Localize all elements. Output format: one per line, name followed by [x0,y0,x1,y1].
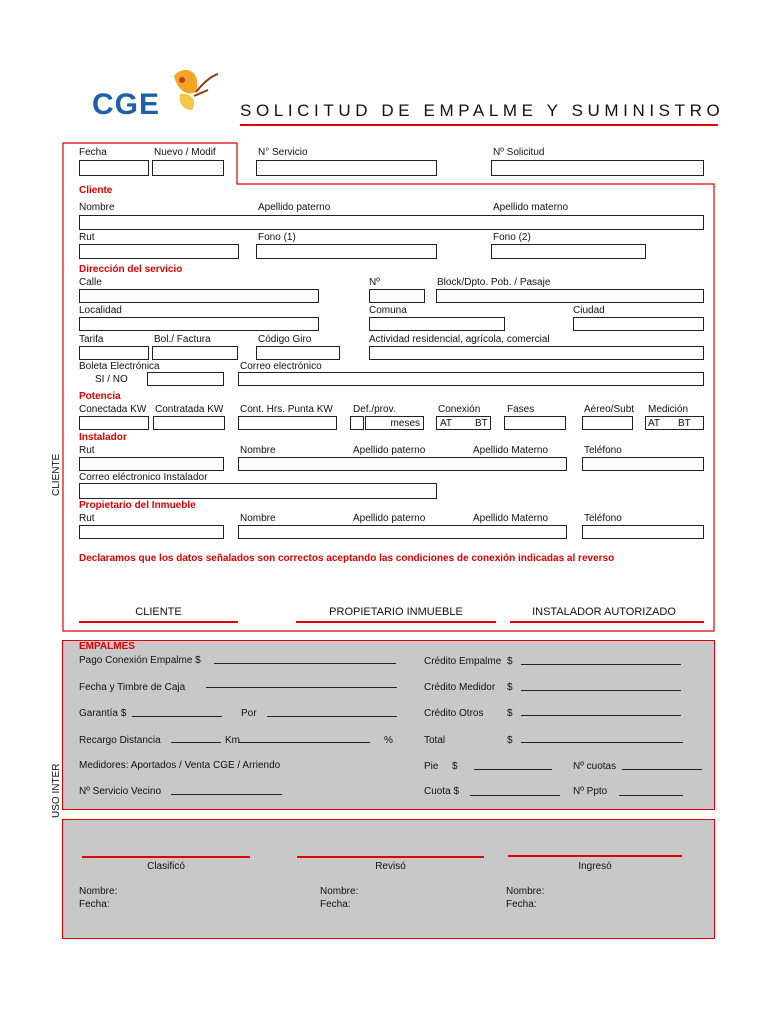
ingreso-nombre: Nombre: [506,886,545,897]
potencia-section: Potencia [79,391,121,402]
inst-rut-field[interactable] [79,457,224,471]
fono2-field[interactable] [491,244,646,259]
vecino-label: Nº Servicio Vecino [79,786,162,797]
tarifa-label: Tarifa [79,334,104,345]
direccion-section: Dirección del servicio [79,264,183,275]
logo [92,66,222,126]
prop-ap-paterno-label: Apellido paterno [353,513,426,524]
fono2-label: Fono (2) [493,232,531,243]
medidores-label: Medidores: Aportados / Venta CGE / Arriendo [79,760,281,771]
reviso-fecha: Fecha: [320,899,351,910]
fecha-label: Fecha [79,147,107,158]
credito-otros-line[interactable] [521,715,681,716]
nombre-label: Nombre [79,202,115,213]
inst-nombre-field[interactable] [238,457,567,471]
ap-paterno-label: Apellido paterno [258,202,331,213]
credito-empalme-dollar: $ [507,656,513,667]
reviso-nombre: Nombre: [320,886,359,897]
actividad-label: Actividad residencial, agrícola, comercial [369,334,550,345]
ciudad-field[interactable] [573,317,704,331]
cliente-section: Cliente [79,185,113,196]
giro-label: Código Giro [258,334,312,345]
fases-label: Fases [507,404,535,415]
conexion-label: Conexión [438,404,481,415]
prop-nombre-label: Nombre [240,513,276,524]
aereo-label: Aéreo/Subt [584,404,635,415]
def-prov-label: Def./prov. [353,404,396,415]
solicitud-label: Nº Solicitud [493,147,545,158]
inst-correo-field[interactable] [79,483,437,499]
correo-label: Correo electrónico [240,361,322,372]
contratada-field[interactable] [153,416,225,430]
conexion-field[interactable] [436,416,491,430]
cont-hrs-field[interactable] [238,416,337,430]
bol-field[interactable] [152,346,238,360]
inst-rut-label: Rut [79,445,95,456]
fecha-field[interactable] [79,160,149,176]
giro-field[interactable] [256,346,340,360]
sino-label: SI / NO [95,374,128,385]
cuotas-label: Nº cuotas [573,761,617,772]
inst-correo-label: Correo eléctronico Instalador [79,472,208,483]
logo-text: CGE [92,88,161,121]
garantia-label: Garantía $ [79,708,127,719]
pie-line[interactable] [474,769,552,770]
prop-telefono-field[interactable] [582,525,704,539]
ingreso-label: Ingresó [578,861,612,872]
conexion-bt-label: BT [475,418,488,429]
nuevo-field[interactable] [152,160,224,176]
def-prov-field[interactable] [350,416,364,430]
por-line[interactable] [267,716,397,717]
servicio-label: N° Servicio [258,147,308,158]
por-label: Por [241,708,257,719]
correo-field[interactable] [238,372,704,386]
ppto-line[interactable] [619,795,683,796]
boleta-label: Boleta Electrónica [79,361,160,372]
actividad-field[interactable] [369,346,704,360]
clasifico-nombre: Nombre: [79,886,118,897]
inst-ap-materno-label: Apellido Materno [473,445,549,456]
clasifico-line [82,856,250,858]
cliente-nombre-field[interactable] [79,215,704,230]
bol-label: Bol./ Factura [154,334,211,345]
tarifa-field[interactable] [79,346,149,360]
inst-ap-paterno-label: Apellido paterno [353,445,426,456]
credito-medidor-dollar: $ [507,682,513,693]
conectada-label: Conectada KW [79,404,147,415]
credito-medidor-line[interactable] [521,690,681,691]
meses-label: meses [390,418,420,429]
numero-label: Nº [369,277,380,288]
solicitud-field[interactable] [491,160,704,176]
calle-field[interactable] [79,289,319,303]
calle-label: Calle [79,277,102,288]
recargo-line[interactable] [171,742,221,743]
comuna-label: Comuna [369,305,407,316]
credito-otros-label: Crédito Otros [424,708,484,719]
clasifico-label: Clasificó [147,861,185,872]
ap-materno-label: Apellido materno [493,202,569,213]
comuna-field[interactable] [369,317,505,331]
prop-rut-field[interactable] [79,525,224,539]
ciudad-label: Ciudad [573,305,605,316]
firma-propietario-label: PROPIETARIO INMUEBLE [329,606,463,618]
title-underline [240,124,718,126]
rut-label: Rut [79,232,95,243]
aereo-field[interactable] [582,416,633,430]
pct-label: % [384,735,393,746]
block-label: Block/Dpto. Pob. / Pasaje [437,277,551,288]
propietario-section: Propietario del Inmueble [79,500,196,511]
fecha-timbre-line[interactable] [206,687,397,688]
block-field[interactable] [436,289,704,303]
side-cliente-label: CLIENTE [51,453,62,496]
side-uso-label: USO INTER [51,763,62,818]
prop-telefono-label: Teléfono [584,513,622,524]
firma-propietario-line [296,621,496,623]
firma-cliente-label: CLIENTE [135,606,182,618]
cuota-label: Cuota $ [424,786,460,797]
medicion-label: Medición [648,404,689,415]
inst-telefono-field[interactable] [582,457,704,471]
credito-otros-dollar: $ [507,708,513,719]
vecino-line[interactable] [171,794,282,795]
firma-instalador-line [510,621,704,623]
page-title: SOLICITUD DE EMPALME Y SUMINISTRO [240,101,725,120]
meses-field[interactable] [365,416,424,430]
credito-empalme-label: Crédito Empalme [424,656,502,667]
km-line[interactable] [238,742,370,743]
prop-rut-label: Rut [79,513,95,524]
inst-nombre-label: Nombre [240,445,276,456]
localidad-field[interactable] [79,317,319,331]
contratada-label: Contratada KW [155,404,224,415]
prop-nombre-field[interactable] [238,525,567,539]
recargo-label: Recargo Distancia [79,735,161,746]
credito-medidor-label: Crédito Medidor [424,682,496,693]
cuota-line[interactable] [470,795,560,796]
km-label: Km [225,735,240,746]
total-dollar: $ [507,735,513,746]
fono1-field[interactable] [256,244,437,259]
rut-field[interactable] [79,244,239,259]
servicio-field[interactable] [256,160,437,176]
localidad-label: Localidad [79,305,122,316]
pie-dollar: $ [452,761,458,772]
credito-empalme-line[interactable] [521,664,681,665]
pago-line[interactable] [214,663,396,664]
cont-hrs-label: Cont. Hrs. Punta KW [240,404,333,415]
conectada-field[interactable] [79,416,149,430]
inst-telefono-label: Teléfono [584,445,622,456]
fecha-timbre-label: Fecha y Timbre de Caja [79,682,186,693]
clasifico-fecha: Fecha: [79,899,110,910]
sino-field[interactable] [147,372,224,386]
nuevo-label: Nuevo / Modif [154,147,216,158]
medicion-field[interactable] [645,416,704,430]
reviso-line [297,856,484,858]
empalmes-section: EMPALMES [79,641,135,652]
firma-cliente-line [79,621,238,623]
total-label: Total [424,735,446,746]
garantia-line[interactable] [132,716,222,717]
ppto-label: Nº Ppto [573,786,608,797]
ingreso-fecha: Fecha: [506,899,537,910]
total-line[interactable] [521,742,683,743]
declaracion-text: Declaramos que los datos señalados son correctos aceptando las condiciones de conexión indicadas al reverso [79,553,615,564]
ingreso-line [508,855,682,857]
revision-panel [62,819,715,939]
pie-label: Pie [424,761,439,772]
instalador-section: Instalador [79,432,127,443]
conexion-at-label: AT [440,418,453,429]
prop-ap-materno-label: Apellido Materno [473,513,549,524]
butterfly-icon [168,66,218,114]
numero-field[interactable] [369,289,425,303]
fono1-label: Fono (1) [258,232,296,243]
pago-label: Pago Conexión Empalme $ [79,655,201,666]
fases-field[interactable] [504,416,566,430]
firma-instalador-label: INSTALADOR AUTORIZADO [532,606,676,618]
cuotas-line[interactable] [622,769,702,770]
reviso-label: Revisó [375,861,406,872]
medicion-at-label: AT [648,418,661,429]
medicion-bt-label: BT [678,418,691,429]
